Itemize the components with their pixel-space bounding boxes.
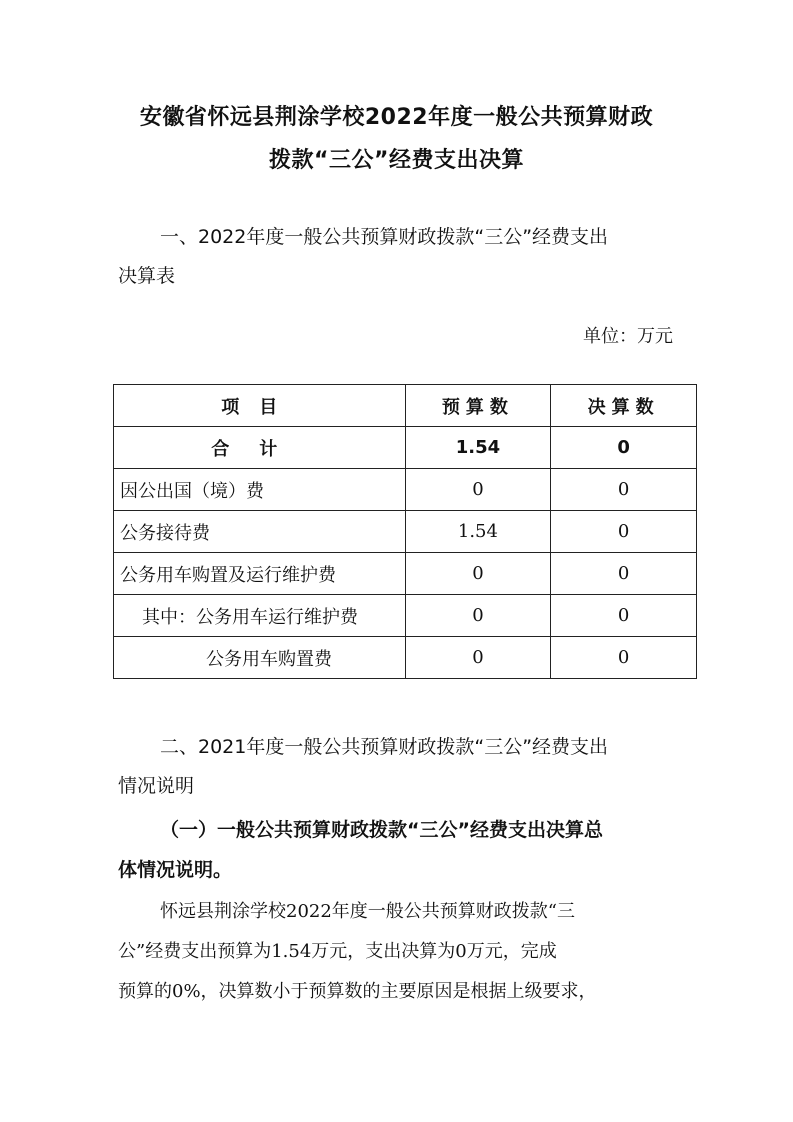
- body-paragraph: [118, 892, 678, 1012]
- row-final: 0: [551, 553, 697, 595]
- table-row: [114, 595, 697, 637]
- subsection-heading-line-1: （一）一般公共预算财政拨款“三公”经费支出决算总: [160, 819, 603, 841]
- table-header-row: [114, 385, 697, 427]
- section-1-heading: [118, 218, 678, 296]
- row-final: 0: [551, 427, 697, 469]
- table-row: [114, 553, 697, 595]
- row-label: 因公出国（境）费: [114, 469, 406, 511]
- document-title-line-2: 拨款“三公”经费支出决算: [269, 148, 524, 173]
- subsection-heading: [118, 810, 678, 890]
- header-item: 项目: [114, 385, 406, 427]
- row-final: 0: [551, 637, 697, 679]
- row-label: 合计: [114, 427, 406, 469]
- table-row: [114, 511, 697, 553]
- header-final: 决算数: [551, 385, 697, 427]
- row-final: 0: [551, 511, 697, 553]
- table-row: [114, 637, 697, 679]
- paragraph-line-1: 怀远县荆涂学校2022年度一般公共预算财政拨款“三: [160, 901, 576, 922]
- row-budget: 0: [405, 595, 551, 637]
- three-public-expenses-table: [113, 384, 697, 679]
- section-2-heading-line-2: 情况说明: [118, 775, 195, 797]
- section-2-heading-line-1: 二、2021年度一般公共预算财政拨款“三公”经费支出: [160, 736, 609, 758]
- row-label: 公务用车购置及运行维护费: [114, 553, 406, 595]
- section-1-heading-line-1: 一、2022年度一般公共预算财政拨款“三公”经费支出: [160, 226, 609, 248]
- subsection-heading-line-2: 体情况说明。: [118, 859, 233, 881]
- row-label: 公务用车购置费: [114, 637, 406, 679]
- row-label: 公务接待费: [114, 511, 406, 553]
- row-budget: 0: [405, 553, 551, 595]
- unit-label: 单位：万元: [583, 326, 673, 347]
- row-final: 0: [551, 469, 697, 511]
- paragraph-line-3: 预算的0%，决算数小于预算数的主要原因是根据上级要求，: [118, 981, 597, 1002]
- row-budget: 1.54: [405, 427, 551, 469]
- section-1-heading-line-2: 决算表: [118, 265, 176, 287]
- header-budget: 预算数: [405, 385, 551, 427]
- row-budget: 0: [405, 469, 551, 511]
- row-budget: 1.54: [405, 511, 551, 553]
- row-label: 其中：公务用车运行维护费: [114, 595, 406, 637]
- table-row-total: [114, 427, 697, 469]
- row-budget: 0: [405, 637, 551, 679]
- paragraph-line-2: 公”经费支出预算为1.54万元，支出决算为0万元，完成: [118, 941, 557, 962]
- section-2-heading: [118, 728, 678, 806]
- table-row: [114, 469, 697, 511]
- row-final: 0: [551, 595, 697, 637]
- document-title-line-1: 安徽省怀远县荆涂学校2022年度一般公共预算财政: [139, 105, 654, 130]
